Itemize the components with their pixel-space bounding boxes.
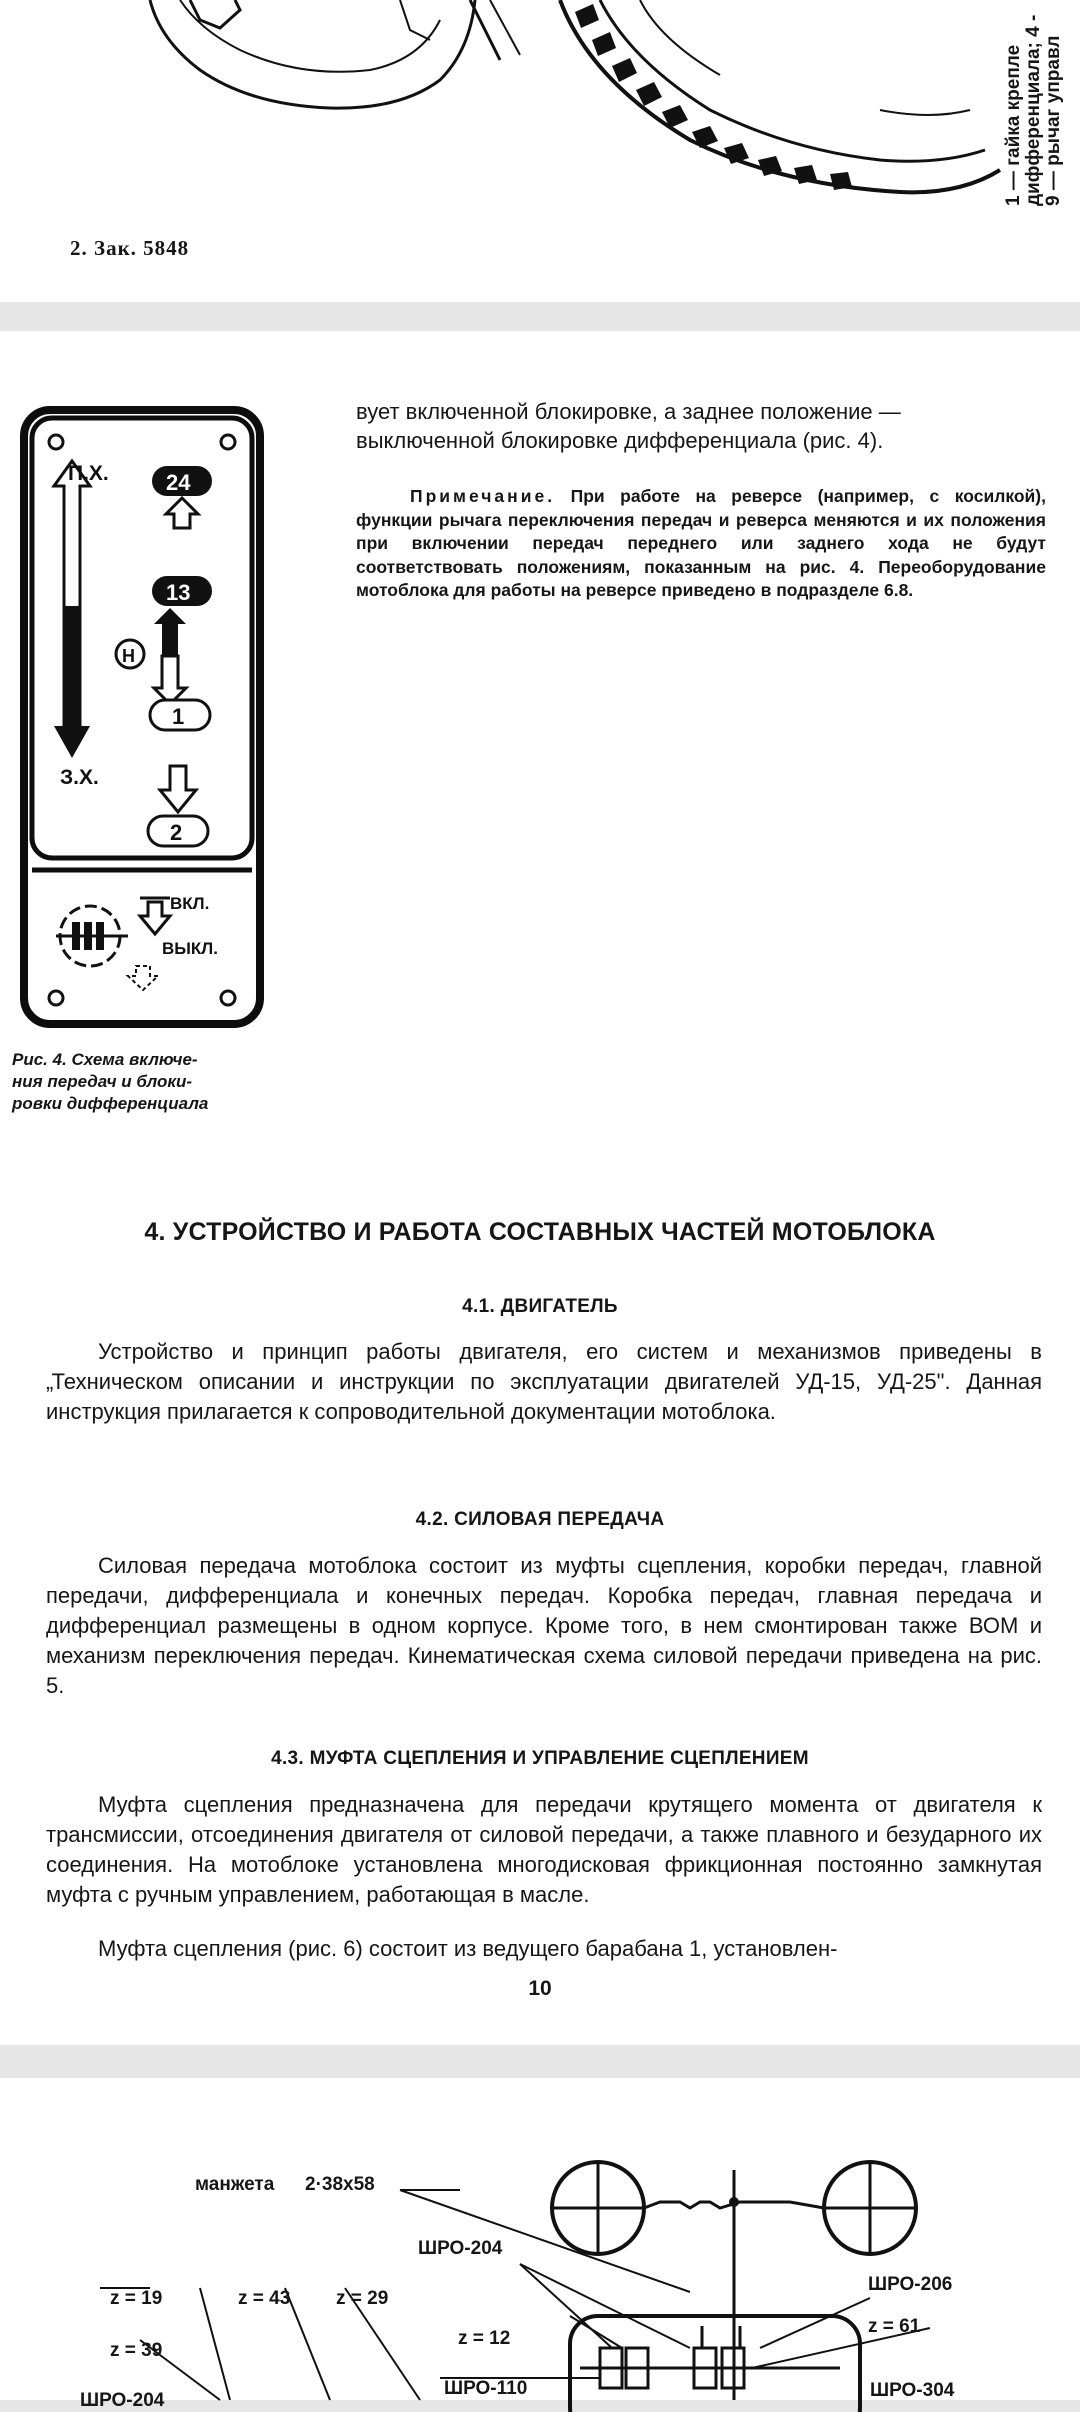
page-fragment-top [0,0,1080,302]
page-number: 10 [528,1977,552,2000]
side-caption-line: 9 — рычаг управл [1043,35,1064,206]
fig5-label-seal-size: 2·38х58 [305,2174,375,2195]
fig4-label-gear-24: 24 [166,470,191,495]
side-caption-line: 1 — гайка крепле [1003,44,1024,206]
section-4-3-text: Муфта сцепления предназначена для передачи крутящего момента от двигателя к трансмиссии, отсоединения двигателя от силовой передачи, а также плавного и безударного их соединения. На мотоблоке установлена многодисковая фрикционная постоянно замкнутая муфта с ручным управлением, работающая в масле. [46,1792,1042,1907]
fig4-caption-line: Рис. 4. Схема включе- [12,1050,198,1069]
fig5-label-bearing-110: ШРО-110 [444,2378,528,2399]
side-caption-line: дифференциала; 4 - [1023,14,1044,206]
fig5-label-z39: z = 39 [110,2340,163,2361]
fig5-label-bearing-204-top: ШРО-204 [418,2238,503,2259]
fig5-label-z19: z = 19 [110,2288,163,2309]
fig4-label-gear-1: 1 [172,704,185,729]
fig5-label-bearing-304: ШРО-304 [870,2380,955,2401]
page-fragment-kinematic-scheme [0,2078,1080,2411]
figure-mechanism-drawing [0,0,1080,200]
fig5-label-bearing-204-left: ШРО-204 [80,2390,165,2411]
section-4-2-heading: 4.2. СИЛОВАЯ ПЕРЕДАЧА [415,1509,665,1530]
fig5-label-bearing-206: ШРО-206 [868,2274,953,2295]
fig4-caption-line: ния передач и блоки- [12,1072,193,1091]
fig4-caption-line: ровки дифференциала [12,1094,209,1113]
section-4-heading: 4. УСТРОЙСТВО И РАБОТА СОСТАВНЫХ ЧАСТЕЙ МОТОБЛОКА [144,1218,936,1246]
fig5-label-seal: манжета [195,2174,275,2195]
intro-paragraph [356,397,1046,455]
note-paragraph [356,485,1046,603]
fig4-label-gear-2: 2 [170,820,183,845]
page-10 [0,331,1080,2045]
fig5-label-z29: z = 29 [336,2288,389,2309]
figure4-gear-diagram [20,406,266,1028]
intro-line: вует включенной блокировке, а заднее положение — [356,399,901,424]
fig5-label-z61: z = 61 [868,2316,921,2337]
section-4-2-text: Силовая передача мотоблока состоит из муфты сцепления, коробки передач, главной передачи, дифференциала и конечных передач. Коробка передач, главная передача и дифференциал размещены в одном корпусе. Кроме того, в нем смонтирован также ВОМ и механизм переключения передач. Кинематическая схема силовой передачи приведена на рис. 5. [46,1553,1042,1698]
fig4-caption [12,1049,297,1115]
section-4-1-text: Устройство и принцип работы двигателя, его систем и механизмов приведены в „Техническом описании и инструкции по эксплуатации двигателей УД-15, УД-25". Данная инструкция прилагается к сопроводительной документации мотоблока. [46,1339,1042,1424]
section-4-3-heading: 4.3. МУФТА СЦЕПЛЕНИЯ И УПРАВЛЕНИЕ СЦЕПЛЕНИЕМ [271,1748,809,1769]
section-4-1-heading: 4.1. ДВИГАТЕЛЬ [462,1296,618,1317]
fig4-label-forward: П.Х. [68,462,109,485]
note-label: Примечание. [410,486,556,506]
fig4-label-disengaged: ВЫКЛ. [162,939,218,958]
fig4-label-neutral: Н [122,646,135,666]
fig5-label-z43: z = 43 [238,2288,291,2309]
intro-line: выключенной блокировке дифференциала (рис. 4). [356,428,884,453]
note-text: При работе на реверсе (например, с косилкой), функции рычага переключения передач и реверса меняются и их положения при включении передач переднего или заднего хода не будут соответствовать положениям, показанным на рис. 4. Переоборудование мотоблока для работы на реверсе приведено в подразделе 6.8. [356,486,1046,600]
fig4-label-reverse: З.Х. [60,766,99,789]
rotated-figure-caption [1004,15,1064,206]
fig4-label-engaged: ВКЛ. [170,894,210,913]
fig5-label-z12: z = 12 [458,2328,511,2349]
print-order-stamp: 2. Зак. 5848 [70,236,190,260]
section-4-3-text-continued: Муфта сцепления (рис. 6) состоит из ведущего барабана 1, установлен- [98,1936,838,1961]
fig4-label-gear-13: 13 [166,580,191,605]
